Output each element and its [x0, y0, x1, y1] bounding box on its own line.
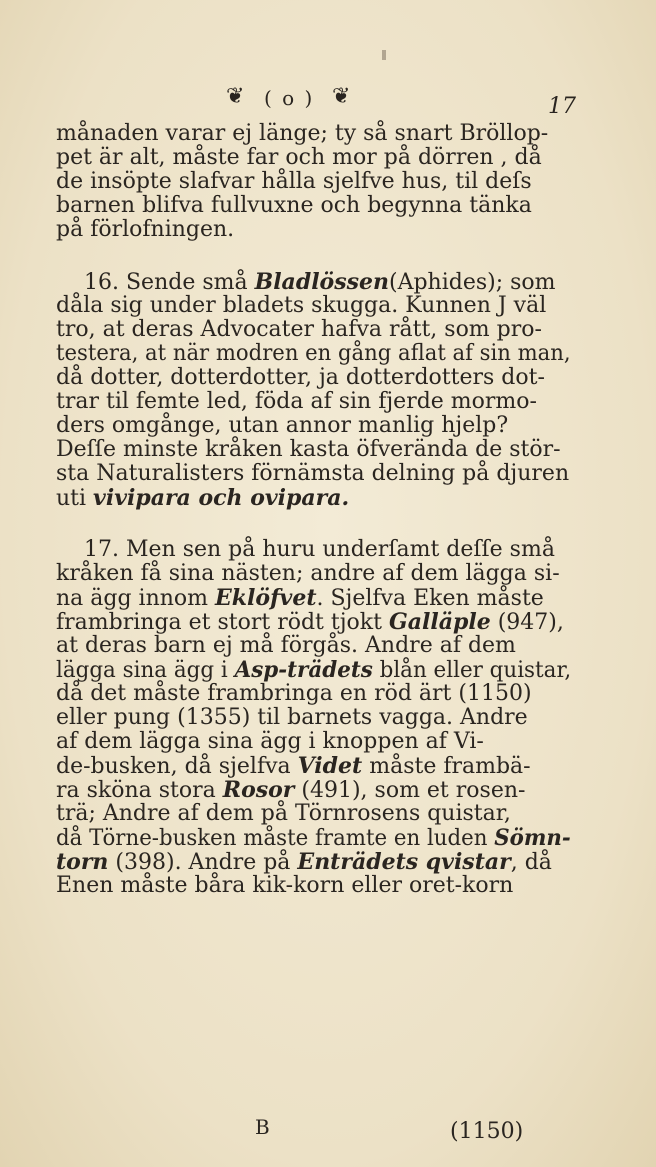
- text-run: de-busken, då sjelfva: [56, 754, 298, 779]
- emphasized-term: vivipara och ovipara.: [93, 485, 350, 511]
- text-line: [56, 218, 571, 242]
- text-run: pet är alt, måste far och mor på dörren , då: [56, 145, 542, 170]
- text-run: uti: [56, 486, 94, 511]
- text-run: eller pung (1355) til barnets vagga. Andre: [56, 705, 528, 730]
- emphasized-term: torn: [56, 849, 109, 875]
- text-run: sta Naturalisters förnämsta delning på djuren: [56, 461, 570, 486]
- text-run: barnen blifva fullvuxne och begynna tänka: [56, 193, 532, 218]
- text-run: då dotter, dotterdotter, ja dotterdotters dot-: [56, 365, 545, 390]
- text-line: [56, 122, 571, 146]
- text-run: månaden varar ej länge; ty så snart Bröllop-: [56, 121, 549, 146]
- text-line: [56, 194, 571, 218]
- text-line: [56, 706, 571, 730]
- text-run: då Törne-busken måste framte en luden: [56, 826, 495, 851]
- text-run: de insöpte slafvar hålla sjelfve hus, til deſs: [56, 169, 532, 194]
- running-head: ( o ): [264, 86, 315, 110]
- text-run: (Aphides); som: [389, 270, 556, 295]
- text-run: ra sköna stora: [56, 778, 223, 803]
- text-run: frambringa et stort rödt tjokt: [56, 610, 389, 635]
- text-line: [56, 390, 571, 414]
- text-line: [56, 850, 571, 874]
- text-line: [56, 486, 571, 510]
- text-run: trar til femte led, föda af sin fjerde mormo-: [56, 389, 537, 414]
- text-run: testera, at när modren en gång aflat af sin man,: [56, 341, 571, 366]
- text-line: [56, 874, 571, 898]
- text-line: [56, 825, 571, 851]
- paragraph: [56, 122, 571, 242]
- text-line: [56, 634, 571, 658]
- text-line: [56, 462, 571, 486]
- text-run: af dem lägga sina ägg i knoppen af Vi-: [56, 729, 484, 754]
- emphasized-term: Bladlössen: [254, 269, 389, 295]
- text-run: 16. Sende små: [84, 270, 255, 295]
- text-run: lägga sina ägg i: [56, 658, 235, 683]
- paragraph-gap: [56, 242, 571, 270]
- text-run: trä; Andre af dem på Törnrosens quistar,: [56, 801, 511, 826]
- page-header: [0, 84, 656, 119]
- text-run: på förlofningen.: [56, 217, 235, 242]
- text-run: . Sjelfva Eken måste: [316, 586, 544, 611]
- text-line: [56, 146, 571, 170]
- paragraph: [56, 270, 571, 510]
- text-run: måste frambä-: [362, 754, 531, 779]
- emphasized-term: Eklöfvet: [215, 585, 317, 611]
- paragraph: [56, 538, 571, 898]
- text-line: [56, 802, 571, 826]
- text-line: [56, 366, 571, 390]
- text-run: , då: [510, 850, 552, 875]
- text-line: [56, 586, 571, 610]
- text-run: (398). Andre på: [108, 850, 298, 875]
- text-line: [56, 318, 571, 342]
- text-run: na ägg innom: [56, 586, 216, 611]
- text-line: [56, 730, 571, 754]
- text-run: Enen måste båra kik-korn eller oret-korn: [56, 873, 514, 898]
- emphasized-term: Enträdets qvistar: [297, 849, 511, 875]
- text-line: [56, 682, 571, 706]
- text-run: 17. Men sen på huru underſamt deſſe små: [84, 537, 555, 562]
- text-run: kråken få sina nästen; andre af dem lägga si-: [56, 561, 560, 586]
- text-run: (491), som et rosen-: [294, 778, 526, 803]
- text-line: [56, 170, 571, 194]
- text-run: blån eller quistar,: [372, 658, 572, 683]
- text-line: [56, 778, 571, 802]
- text-run: tro, at deras Advocater hafva rått, som pro-: [56, 317, 542, 342]
- text-run: Deſſe minste kråken kasta öfverända de stör-: [56, 437, 561, 462]
- emphasized-term: Videt: [297, 753, 363, 779]
- text-line: [56, 754, 571, 778]
- text-run: at deras barn ej må förgås. Andre af dem: [56, 633, 516, 658]
- fleuron-left-icon: ❦: [226, 84, 245, 109]
- emphasized-term: Asp-trädets: [234, 657, 373, 683]
- text-line: [56, 414, 571, 438]
- text-line: [56, 294, 571, 318]
- fleuron-right-icon: ❦: [332, 84, 351, 109]
- text-line: [56, 538, 571, 562]
- emphasized-term: Rosor: [222, 777, 295, 803]
- text-line: [56, 610, 571, 634]
- paragraph-gap: [56, 510, 571, 538]
- catchword: (1150): [450, 1119, 524, 1144]
- text-run: (947),: [490, 610, 564, 635]
- body-text: [56, 122, 571, 898]
- text-line: [56, 657, 572, 683]
- text-line: [56, 341, 571, 366]
- text-line: [56, 562, 571, 586]
- text-line: [56, 438, 571, 462]
- text-line: [56, 270, 571, 294]
- page-footer: [0, 1115, 656, 1149]
- signature-mark: B: [255, 1115, 270, 1139]
- text-run: då det måste frambringa en röd ärt (1150): [56, 681, 532, 706]
- emphasized-term: Sömn-: [494, 825, 571, 851]
- emphasized-term: Galläple: [388, 609, 491, 635]
- paper-fleck: [382, 50, 386, 60]
- text-run: dåla sig under bladets skugga. Kunnen J väl: [56, 293, 547, 318]
- page-number: 17: [548, 94, 576, 119]
- text-run: ders omgånge, utan annor manlig hjelp?: [56, 413, 509, 438]
